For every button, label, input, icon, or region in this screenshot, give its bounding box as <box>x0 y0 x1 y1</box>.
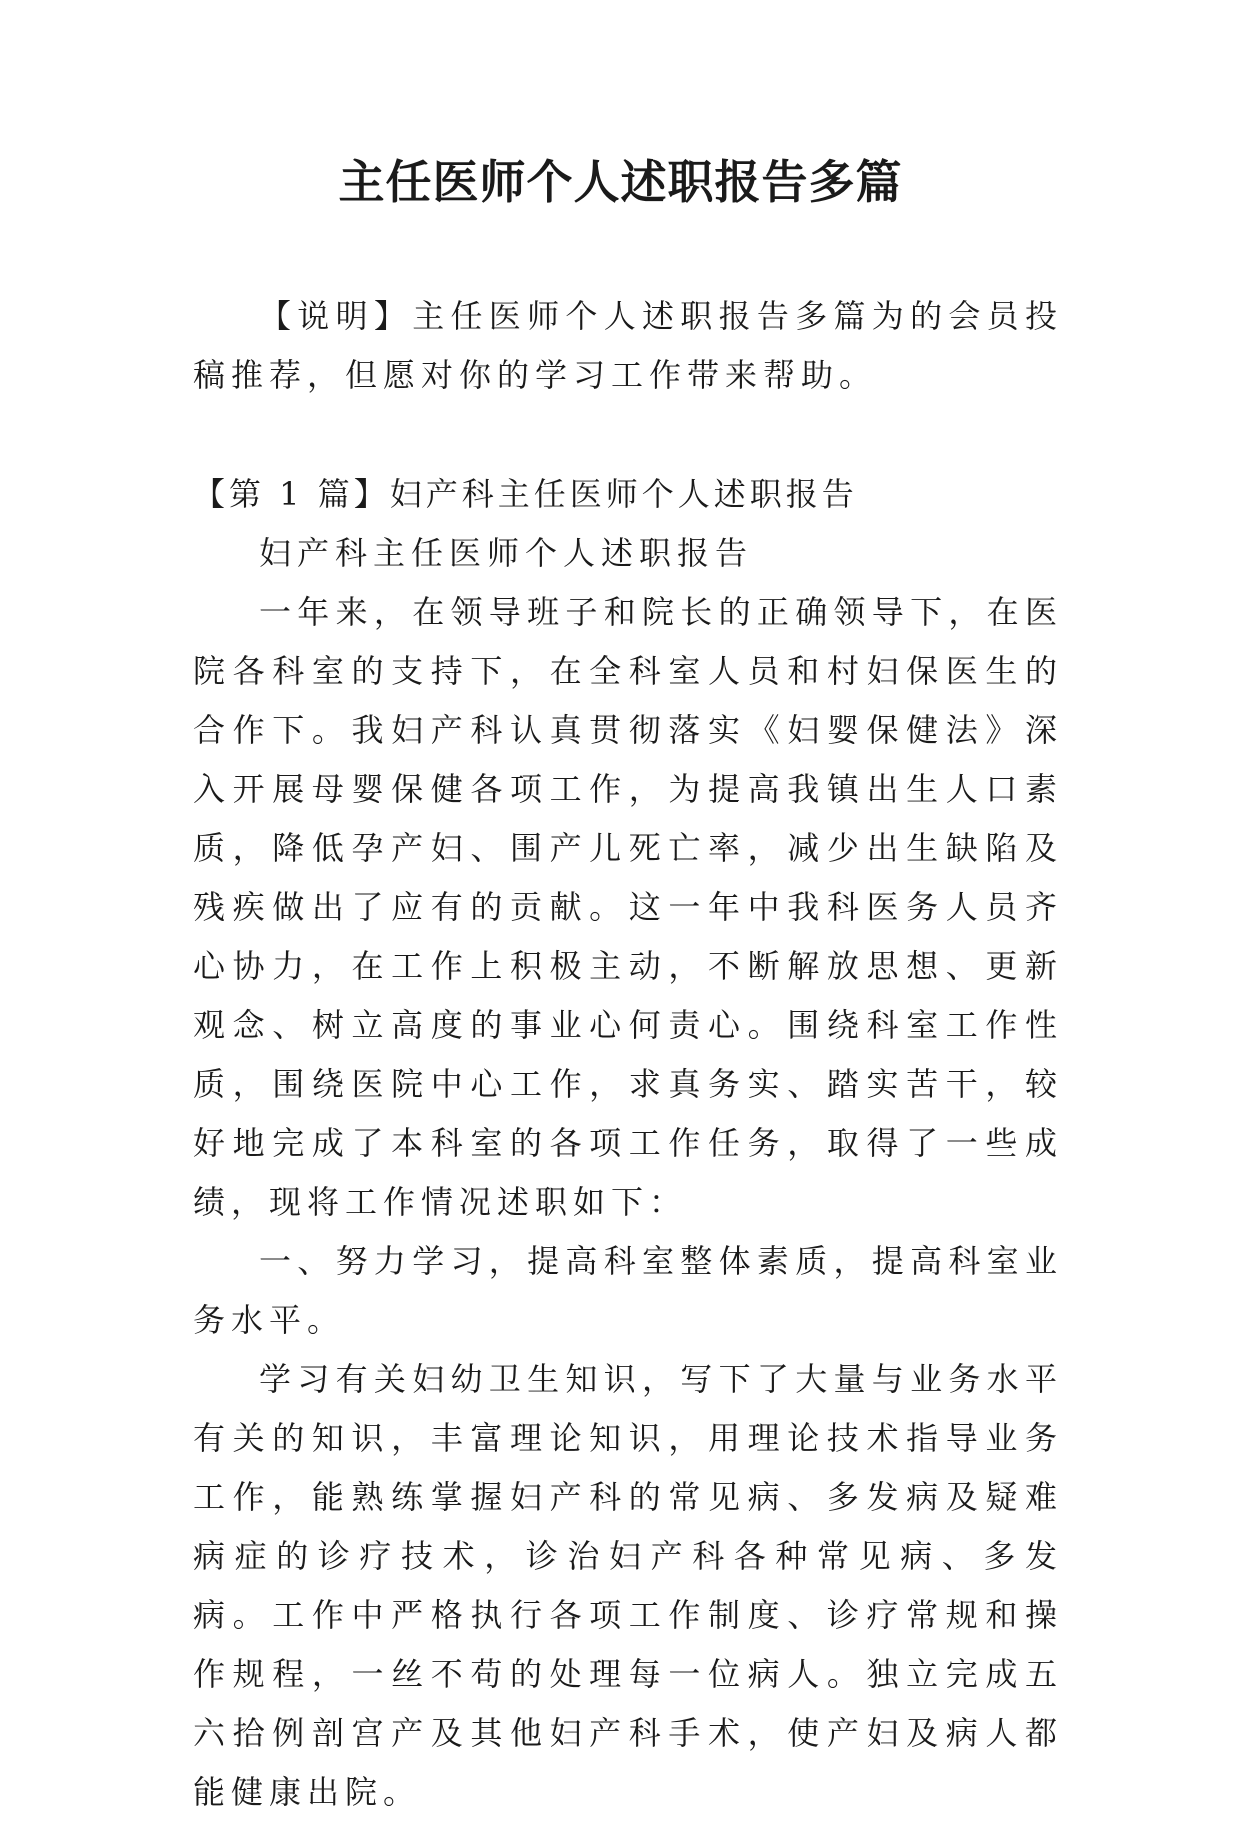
intro-paragraph: 【说明】主任医师个人述职报告多篇为的会员投稿推荐，但愿对你的学习工作带来帮助。 <box>193 297 1063 394</box>
report-body <box>193 524 1063 1822</box>
document-title: 主任医师个人述职报告多篇 <box>338 155 903 209</box>
report-subtitle: 妇产科主任医师个人述职报告 <box>259 534 754 572</box>
section-heading: 【第 1 篇】妇产科主任医师个人述职报告 <box>193 475 858 513</box>
body-paragraph: 学习有关妇幼卫生知识，写下了大量与业务水平有关的知识，丰富理论知识，用理论技术指导业务工作，能熟练掌握妇产科的常见病、多发病及疑难病症的诊疗技术，诊治妇产科各种常见病、多发病。工作中严格执行各项工作制度、诊疗常规和操作规程，一丝不苟的处理每一位病人。独立完成五六拾例剖宫产及其他妇产科手术，使产妇及病人都能健康出院。 <box>193 1360 1063 1811</box>
body-paragraph: 一年来，在领导班子和院长的正确领导下，在医院各科室的支持下，在全科室人员和村妇保医生的合作下。我妇产科认真贯彻落实《妇婴保健法》深入开展母婴保健各项工作，为提高我镇出生人口素质，降低孕产妇、围产儿死亡率，减少出生缺陷及残疾做出了应有的贡献。这一年中我科医务人员齐心协力，在工作上积极主动，不断解放思想、更新观念、树立高度的事业心何责心。围绕科室工作性质，围绕医院中心工作，求真务实、踏实苦干，较好地完成了本科室的各项工作任务，取得了一些成绩，现将工作情况述职如下： <box>193 593 1063 1221</box>
section-point-heading: 一、努力学习，提高科室整体素质，提高科室业务水平。 <box>193 1242 1063 1339</box>
